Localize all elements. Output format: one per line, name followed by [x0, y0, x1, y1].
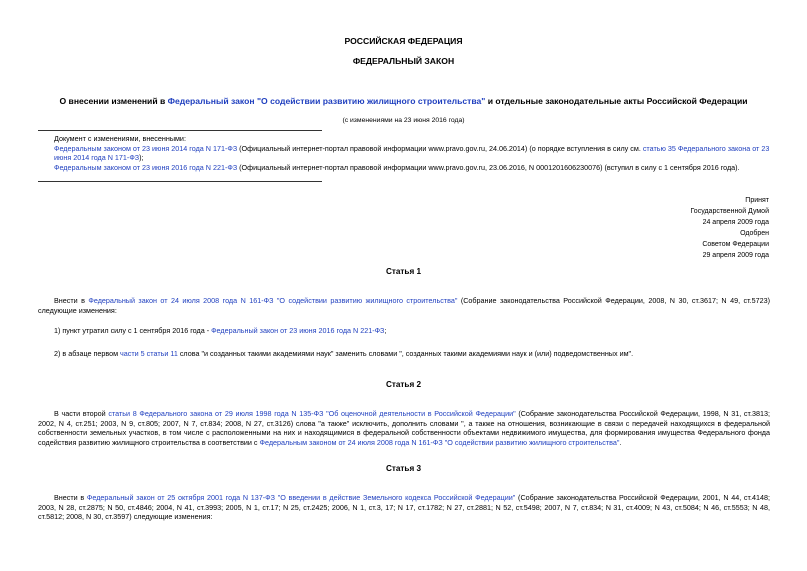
a2p1-law-link-2[interactable]: Федеральным законом от 24 июля 2008 года N 161-ФЗ "О содействии развитию жилищного строительства": [259, 438, 620, 448]
a1p3-prefix: 2) в абзаце первом: [54, 349, 121, 358]
change-2-text: (Официальный интернет-портал правовой информации www.pravo.gov.ru, 23.06.2016, N 0001201606230076) (вступил в силу с 1 сентября 2016 года).: [237, 163, 740, 173]
adoption-line: Государственной Думой: [690, 208, 769, 215]
article-3-paragraph-1: [38, 493, 770, 522]
article-2-heading: Статья 2: [385, 380, 422, 389]
article-2-paragraph-1: [38, 409, 770, 448]
a3p1-law-link[interactable]: Федеральный закон от 25 октября 2001 года N 137-ФЗ "О введении в действие Земельного кодекса Российской Федерации": [86, 493, 516, 502]
a1p2-suffix: ;: [384, 326, 387, 335]
country-heading: РОССИЙСКАЯ ФЕДЕРАЦИЯ: [344, 36, 463, 46]
title-suffix: и отдельные законодательные акты Российской Федерации: [485, 96, 748, 106]
adoption-line: Одобрен: [740, 230, 769, 237]
a2p1-law-link[interactable]: статьи 8 Федерального закона от 29 июля 1998 года N 135-ФЗ "Об оценочной деятельности в Российской Федерации": [108, 409, 516, 418]
bottom-divider: [38, 181, 322, 182]
a1p2-prefix: 1) пункт утратил силу с 1 сентября 2016 года -: [54, 326, 212, 335]
change-1-tail: );: [139, 153, 144, 163]
a3p1-suffix: (Собрание законодательства Российской Федерации, 2001, N 44, ст.4148; 2003, N 28, ст.2875; N 50, ст.4846; 2004, N 41, ст.3993; 2005, N 1, ст.17; N 25, ст.2425; 2006, N 1, ст.3, 17; N 17, ст.1782; N 27, ст.2881; N 52, ст.5498; 2007, N 7, ст.834; N 31, ст.4009; N 43, ст.5084; N 46, ст.5553; N 48, ст.5812; 2008, N 30, ст.3597) следующие изменения:: [38, 493, 770, 522]
title-prefix: О внесении изменений в: [59, 96, 168, 106]
a1p3-part-link[interactable]: части 5 статьи 11: [120, 349, 178, 358]
law-type-heading: ФЕДЕРАЛЬНЫЙ ЗАКОН: [352, 56, 455, 66]
a3p1-prefix: Внести в: [54, 493, 87, 502]
changes-label: Документ с изменениями, внесенными:: [54, 134, 186, 143]
adoption-line: Принят: [745, 197, 769, 204]
article-3-heading: Статья 3: [385, 464, 422, 473]
change-2-law-link[interactable]: Федеральным законом от 23 июня 2016 года N 221-ФЗ: [54, 163, 238, 173]
change-1-text: (Официальный интернет-портал правовой информации www.pravo.gov.ru, 24.06.2014) (о порядке вступления в силу см.: [237, 143, 643, 153]
change-1-article-link[interactable]: статью 35 Федерального закона от 23 июня 2014 года N 171-ФЗ: [54, 143, 770, 163]
title-law-link[interactable]: Федеральный закон "О содействии развитию жилищного строительства": [167, 96, 486, 106]
document-subtitle: (с изменениями на 23 июня 2016 года): [342, 117, 465, 124]
document-title: [0, 96, 807, 108]
a2p1-suffix: .: [619, 438, 622, 448]
a1p3-suffix: слова "и созданных такими академиями наук" заменить словами ", созданных такими академиями наук и (или) подведомственных им".: [177, 349, 634, 358]
article-1-paragraph-2: [38, 326, 770, 336]
article-1-paragraph-3: [38, 349, 770, 359]
a2p1-middle: (Собрание законодательства Российской Федерации, 1998, N 31, ст.3813; 2002, N 4, ст.251; 2003, N 9, ст.805; 2007, N 7, ст.834; 2008, N 27, ст.3126) слова "а также" исключить, дополнить словами ", а также на отношения, возникающие в связи с передачей находящихся в федеральной собственности земельных участков, в том числе с расположенными на них и находящимися в федеральной собственности объектами недвижимого имущества, для формирования имущества Федерального фонда содействия развитию жилищного строительства в соответствии с: [38, 409, 770, 448]
top-divider: [38, 130, 322, 131]
a1p1-prefix: Внести в: [54, 296, 89, 305]
a1p1-suffix: (Собрание законодательства Российской Федерации, 2008, N 30, ст.3617; N 49, ст.5723) следующие изменения:: [38, 296, 770, 315]
article-1-paragraph-1: [38, 296, 770, 315]
change-1-law-link[interactable]: Федеральным законом от 23 июня 2014 года N 171-ФЗ: [54, 143, 238, 153]
a1p1-law-link[interactable]: Федеральный закон от 24 июля 2008 года N 161-ФЗ "О содействии развитию жилищного строительства": [88, 296, 458, 305]
a2p1-prefix: В части второй: [54, 409, 109, 418]
adoption-block: [690, 195, 769, 261]
change-item-1: [38, 144, 770, 163]
changes-block: [38, 134, 770, 173]
change-item-2: [38, 163, 770, 173]
article-1-heading: Статья 1: [385, 267, 422, 276]
adoption-line: 24 апреля 2009 года: [702, 219, 769, 226]
adoption-line: 29 апреля 2009 года: [702, 252, 769, 259]
adoption-line: Советом Федерации: [702, 241, 769, 248]
a1p2-law-link[interactable]: Федеральный закон от 23 июня 2016 года N 221-ФЗ: [211, 326, 385, 335]
